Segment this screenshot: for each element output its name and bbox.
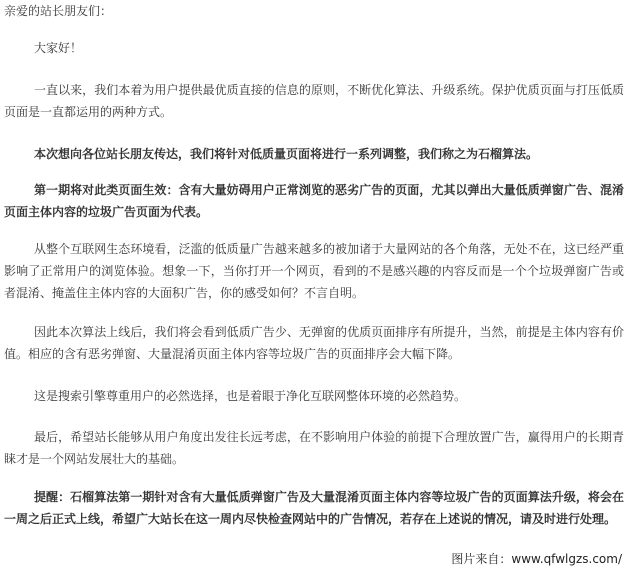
- paragraph-announcement: 本次想向各位站长朋友传达，我们将针对低质量页面将进行一系列调整，我们称之为石榴算法。: [34, 147, 539, 161]
- paragraph-first-phase: 第一期将对此类页面生效：含有大量妨碍用户正常浏览的恶劣广告的页面，尤其以弹出大量低质弹窗广告、混淆页面主体内容的垃圾广告页面为代表。: [4, 183, 624, 219]
- image-credit: 图片来自：www.qfwlgzs.com/: [451, 552, 622, 566]
- paragraph-ecosystem: 从整个互联网生态环境看，泛滥的低质量广告越来越多的被加诸于大量网站的各个角落，无处不在，这已经严重影响了正常用户的浏览体验。想象一下，当你打开一个网页，看到的不是感兴趣的内容反而是一个个垃圾弹窗广告或者混淆、掩盖住主体内容的大面积广告，你的感受如何？不言自明。: [4, 242, 624, 300]
- hello-line: 大家好！: [34, 41, 83, 55]
- paragraph-trend: 这是搜索引擎尊重用户的必然选择，也是着眼于净化互联网整体环境的必然趋势。: [34, 389, 467, 403]
- paragraph-effect: 因此本次算法上线后，我们将会看到低质广告少、无弹窗的优质页面排序有所提升，当然，前提是主体内容有价值。相应的含有恶劣弹窗、大量混淆页面主体内容等垃圾广告的页面排序会大幅下降。: [4, 325, 624, 361]
- greeting: 亲爱的站长朋友们：: [4, 4, 113, 18]
- paragraph-advice: 最后，希望站长能够从用户角度出发往长远考虑，在不影响用户体验的前提下合理放置广告，赢得用户的长期青睐才是一个网站发展壮大的基础。: [4, 430, 624, 466]
- paragraph-intro: 一直以来，我们本着为用户提供最优质直接的信息的原则，不断优化算法、升级系统。保护优质页面与打压低质页面是一直都运用的两种方式。: [4, 83, 624, 119]
- paragraph-reminder: 提醒：石榴算法第一期针对含有大量低质弹窗广告及大量混淆页面主体内容等垃圾广告的页面算法升级，将会在一周之后正式上线，希望广大站长在这一周内尽快检查网站中的广告情况，若存在上述说的情况，请及时进行处理。: [4, 490, 624, 526]
